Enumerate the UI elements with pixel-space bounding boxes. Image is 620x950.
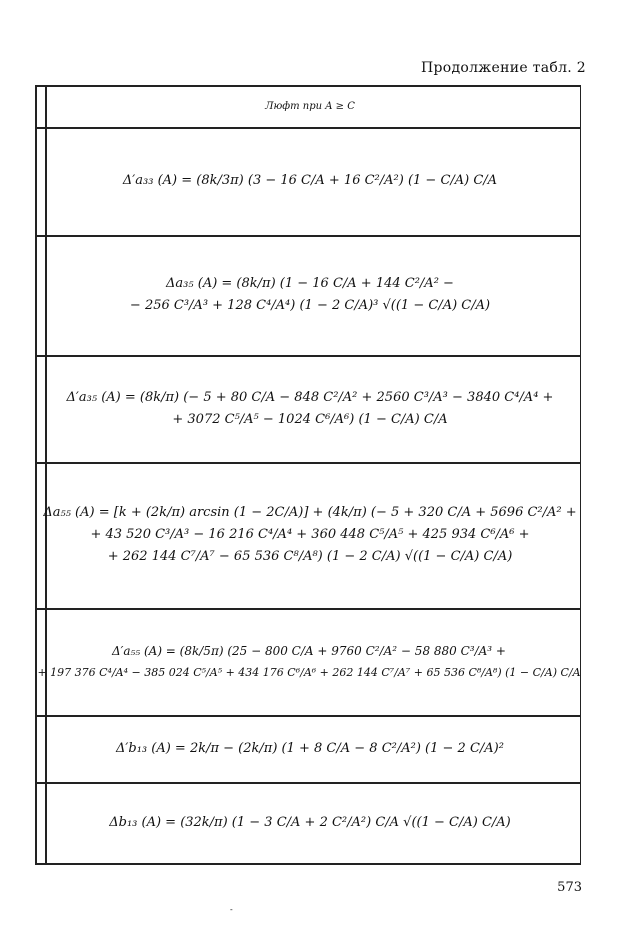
formula-line: − 256 C³/A³ + 128 C⁴/A⁴) (1 − 2 C/A)³ √((1 − C/A) C/A)	[129, 298, 491, 313]
formula-row	[43, 462, 577, 608]
formula-line: + 43 520 C³/A³ − 16 216 C⁴/A⁴ + 360 448 C⁵/A⁵ + 425 934 C⁶/A⁶ +	[90, 527, 530, 542]
formula-row	[47, 127, 573, 235]
formula-line: Δ′a₃₅ (A) = (8k/π) (− 5 + 80 C/A − 848 C²/A² + 2560 C³/A³ − 3840 C⁴/A⁴ +	[66, 389, 554, 405]
footer-mark: -	[230, 905, 233, 914]
formula-row	[47, 782, 573, 863]
formula-line: + 262 144 C⁷/A⁷ − 65 536 C⁸/A⁸) (1 − 2 C/A) √((1 − C/A) C/A)	[107, 549, 513, 564]
formula-line: + 3072 C⁵/A⁵ − 1024 C⁶/A⁶) (1 − C/A) C/A	[172, 411, 448, 427]
page-number: 573	[557, 880, 582, 895]
formula-row	[47, 715, 573, 782]
table-left-border	[35, 85, 37, 865]
formula-line: Δb₁₃ (A) = (32k/π) (1 − 3 C/A + 2 C²/A²) C/A √((1 − C/A) C/A)	[109, 814, 511, 830]
formula-line: Δ′a₅₅ (A) = (8k/5π) (25 − 800 C/A + 9760 C²/A² − 58 880 C³/A³ +	[111, 643, 506, 658]
table-header	[47, 85, 573, 127]
formula-line: Δ′b₁₃ (A) = 2k/π − (2k/π) (1 + 8 C/A − 8 C²/A²) (1 − 2 C/A)²	[116, 740, 504, 756]
formula-line: + 197 376 C⁴/A⁴ − 385 024 C⁵/A⁵ + 434 176 C⁶/A⁶ + 262 144 C⁷/A⁷ + 65 536 C⁸/A⁸) (1 − C/A) C/A	[37, 665, 581, 679]
formula-line: Δa₃₅ (A) = (8k/π) (1 − 16 C/A + 144 C²/A² −	[166, 276, 454, 291]
rule-bottom	[35, 863, 581, 865]
formula-line: Δa₅₅ (A) = [k + (2k/π) arcsin (1 − 2C/A)] + (4k/π) (− 5 + 320 C/A + 5696 C²/A² +	[43, 505, 577, 520]
header-text: Люфт при A ≥ C	[265, 100, 355, 112]
formula-row	[47, 355, 573, 462]
table-right-border	[580, 85, 582, 865]
table-caption: Продолжение табл. 2	[420, 60, 586, 76]
formula-table	[35, 85, 581, 865]
formula-line: Δ′a₃₃ (A) = (8k/3π) (3 − 16 C/A + 16 C²/A²) (1 − C/A) C/A	[122, 173, 498, 188]
formula-row	[47, 235, 573, 355]
formula-row	[39, 608, 579, 715]
